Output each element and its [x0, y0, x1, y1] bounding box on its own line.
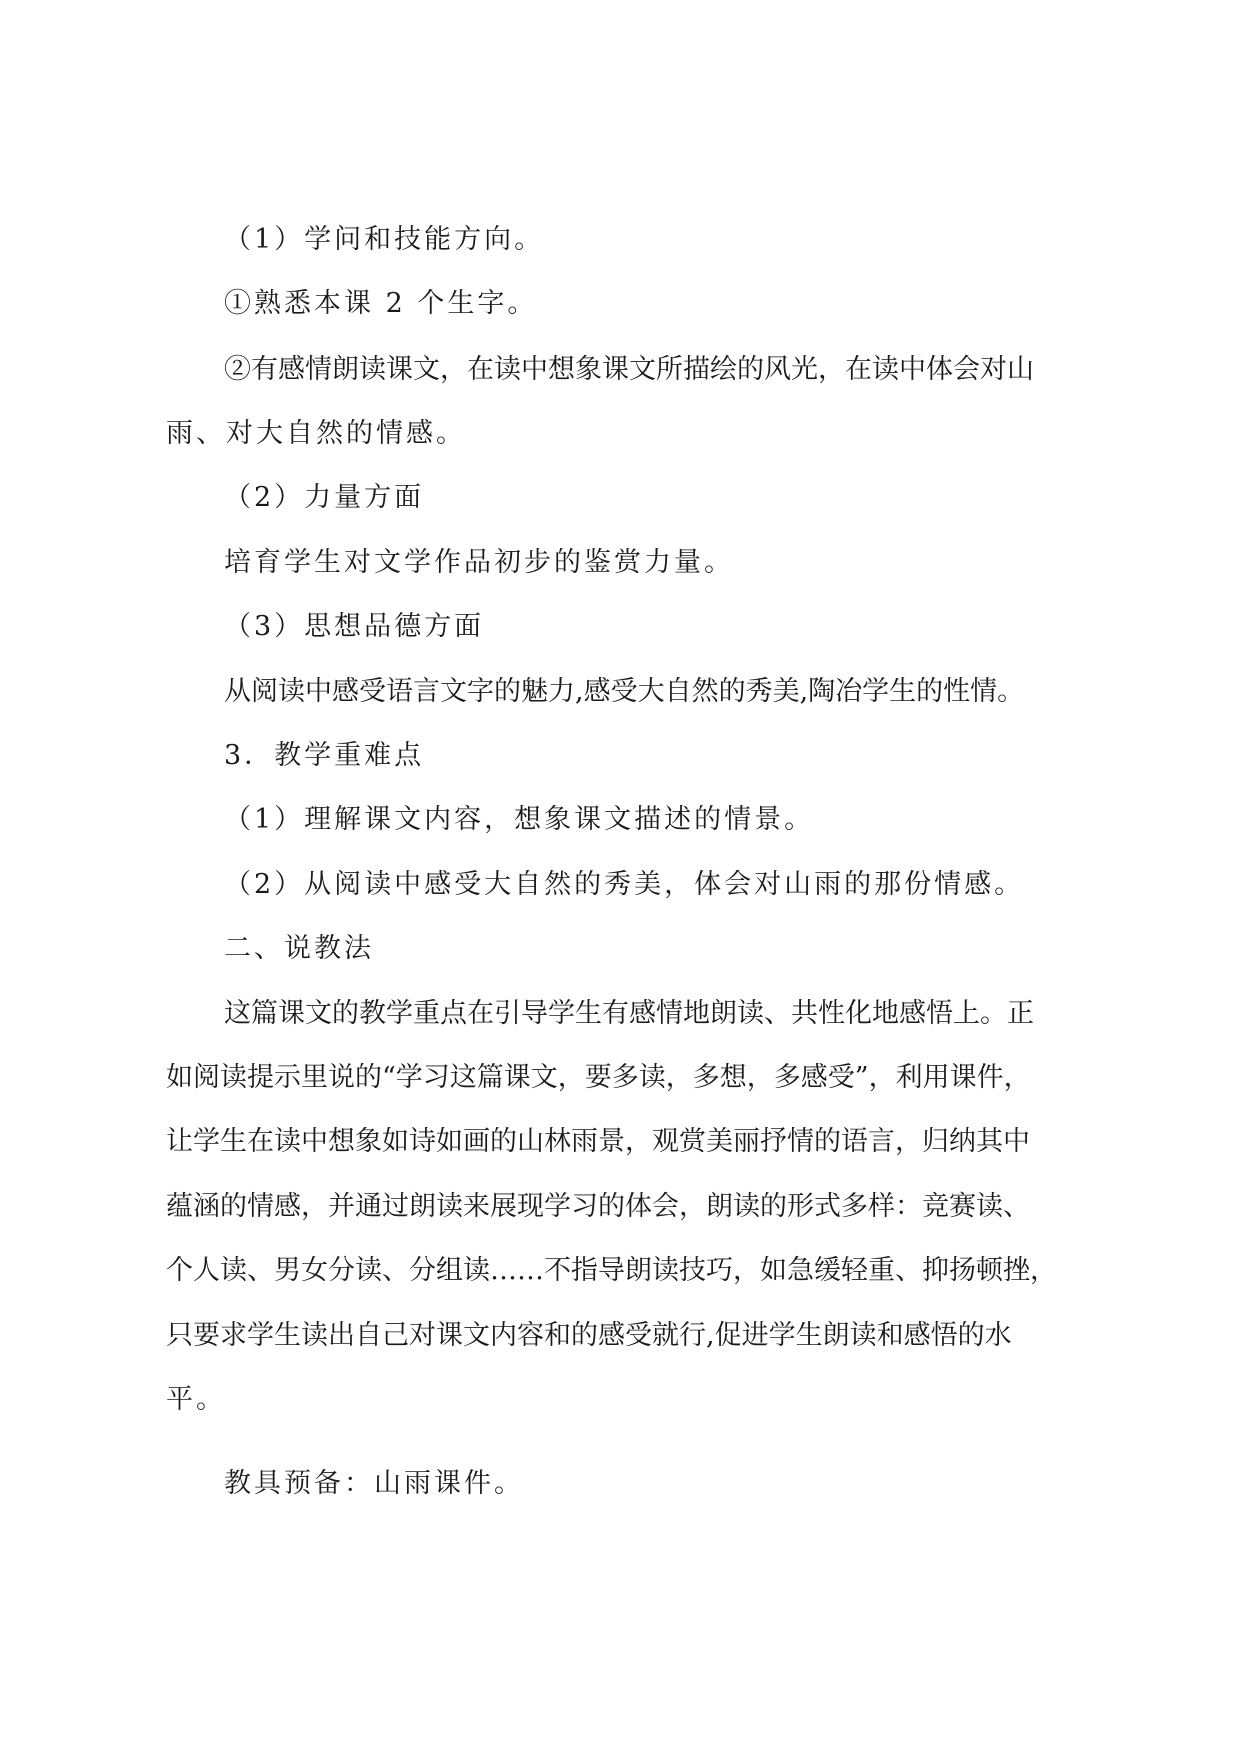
paragraph-line: （2）从阅读中感受大自然的秀美，体会对山雨的那份情感。 — [224, 869, 1025, 900]
paragraph-line: 培育学生对文学作品初步的鉴赏力量。 — [224, 547, 734, 578]
paragraph-line: 让学生在读中想象如诗如画的山林雨景，观赏美丽抒情的语言，归纳其中 — [166, 1126, 1030, 1157]
paragraph-line: （1）理解课文内容，想象课文描述的情景。 — [224, 804, 815, 835]
paragraph-line: 如阅读提示里说的“学习这篇课文，要多读，多想，多感受”，利用课件， — [166, 1062, 1031, 1093]
subheading-ability: （2）力量方面 — [224, 482, 425, 513]
paragraph-line: ①熟悉本课 2 个生字。 — [224, 288, 538, 319]
paragraph-line: 雨、对大自然的情感。 — [166, 418, 466, 449]
paragraph-line: 个人读、男女分读、分组读……不指导朗读技巧，如急缓轻重、抑扬顿挫， — [166, 1255, 1057, 1286]
paragraph-line: 从阅读中感受语言文字的魅力,感受大自然的秀美,陶冶学生的性情。 — [224, 676, 1025, 707]
subheading-knowledge-skills: （1）学问和技能方向。 — [224, 224, 545, 255]
paragraph-line: 只要求学生读出自己对课文内容和的感受就行,促进学生朗读和感悟的水 — [166, 1320, 1012, 1351]
section-heading-key-points: 3．教学重难点 — [224, 740, 425, 771]
section-heading-teaching-method: 二、说教法 — [224, 933, 374, 964]
paragraph-line: 平。 — [166, 1384, 226, 1415]
subheading-moral: （3）思想品德方面 — [224, 611, 485, 642]
teaching-aids-line: 教具预备：山雨课件。 — [224, 1468, 524, 1499]
paragraph-line: 这篇课文的教学重点在引导学生有感情地朗读、共性化地感悟上。正 — [224, 998, 1034, 1029]
paragraph-line: 蕴涵的情感，并通过朗读来展现学习的体会，朗读的形式多样：竞赛读、 — [166, 1191, 1030, 1222]
paragraph-line: ②有感情朗读课文，在读中想象课文所描绘的风光，在读中体会对山 — [224, 354, 1034, 385]
